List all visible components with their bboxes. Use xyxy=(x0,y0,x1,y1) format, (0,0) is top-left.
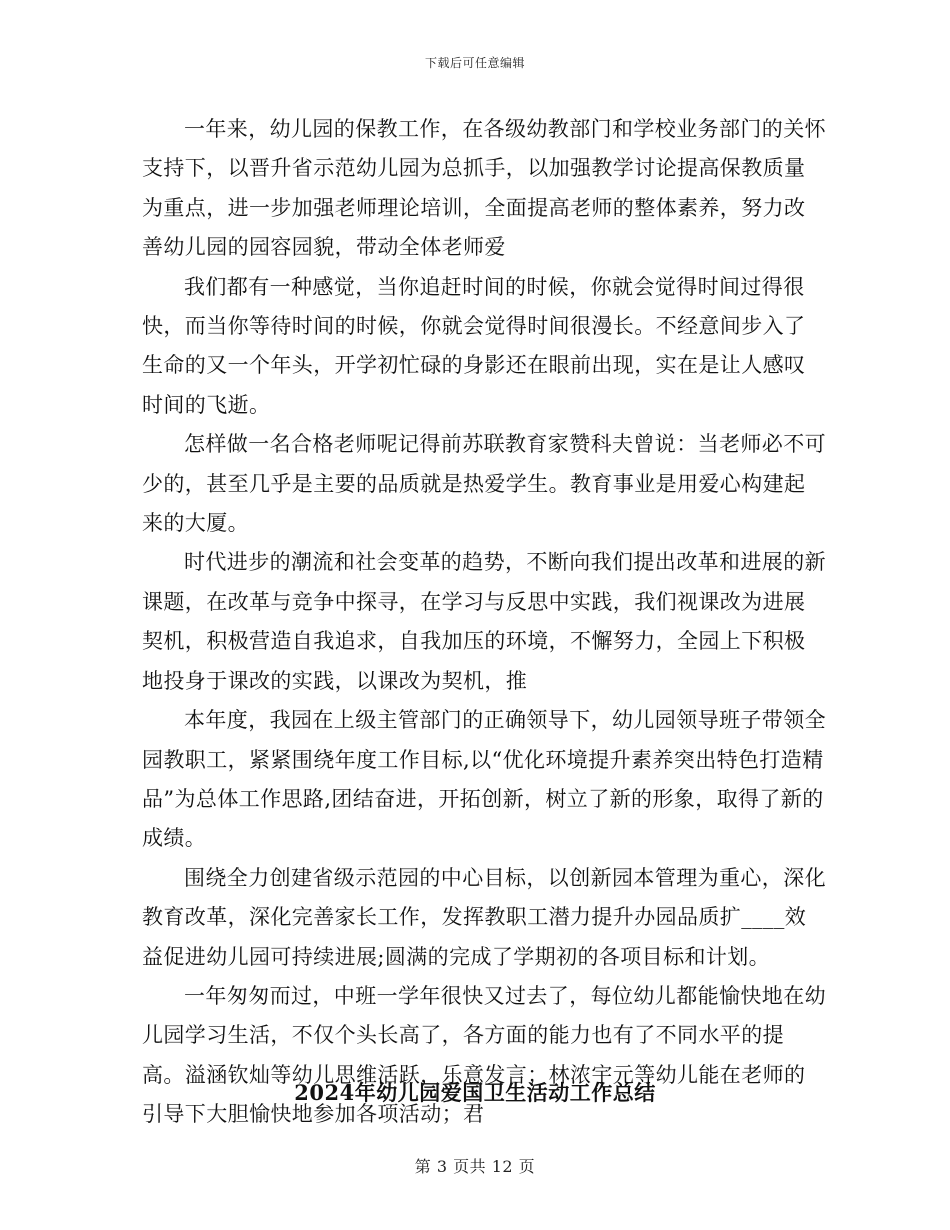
header-note: 下载后可任意编辑 xyxy=(424,56,525,70)
body-text xyxy=(142,110,826,1135)
paragraph: 围绕全力创建省级示范园的中心目标，以创新园本管理为重心，深化教育改革，深化完善家长工作，发挥教职工潜力提升办园品质扩____效益促进幼儿园可持续进展;圆满的完成了学期初的各项目标和计划。 xyxy=(142,865,826,969)
paragraph: 时代进步的潮流和社会变革的趋势，不断向我们提出改革和进展的新课题，在改革与竞争中探寻，在学习与反思中实践，我们视课改为进展契机，积极营造自我追求，自我加压的环境，不懈努力，全园上下积极地投身于课改的实践，以课改为契机，推 xyxy=(142,550,826,693)
paragraph: 一年来，幼儿园的保教工作，在各级幼教部门和学校业务部门的关怀支持下，以晋升省示范幼儿园为总抓手，以加强教学讨论提高保教质量为重点，进一步加强老师理论培训，全面提高老师的整体素养，努力改善幼儿园的园容园貌，带动全体老师爱 xyxy=(142,117,826,260)
section-title: 2024年幼儿园爱国卫生活动工作总结 xyxy=(294,1080,656,1105)
paragraph: 本年度，我园在上级主管部门的正确领导下，幼儿园领导班子带领全园教职工，紧紧围绕年度工作目标,以“优化环境提升素养突出特色打造精品”为总体工作思路,团结奋进，开拓创新，树立了新的形象，取得了新的成绩。 xyxy=(142,708,826,851)
paragraph: 我们都有一种感觉，当你追赶时间的时候，你就会觉得时间过得很快，而当你等待时间的时候，你就会觉得时间很漫长。不经意间步入了生命的又一个年头，开学初忙碌的身影还在眼前出现，实在是让人感叹时间的飞逝。 xyxy=(142,274,806,417)
paragraph: 一年匆匆而过，中班一学年很快又过去了，每位幼儿都能愉快地在幼儿园学习生活，不仅个头长高了，各方面的能力也有了不同水平的提高。溢涵钦灿等幼儿思维活跃，乐意发言；林浓宇元等幼儿能在老师的引导下大胆愉快地参加各项活动；君 xyxy=(142,983,826,1127)
paragraph: 怎样做一名合格老师呢记得前苏联教育家赞科夫曾说：当老师必不可少的，甚至几乎是主要的品质就是热爱学生。教育事业是用爱心构建起来的大厦。 xyxy=(142,432,826,536)
page-number: 第 3 页共 12 页 xyxy=(414,1157,536,1176)
